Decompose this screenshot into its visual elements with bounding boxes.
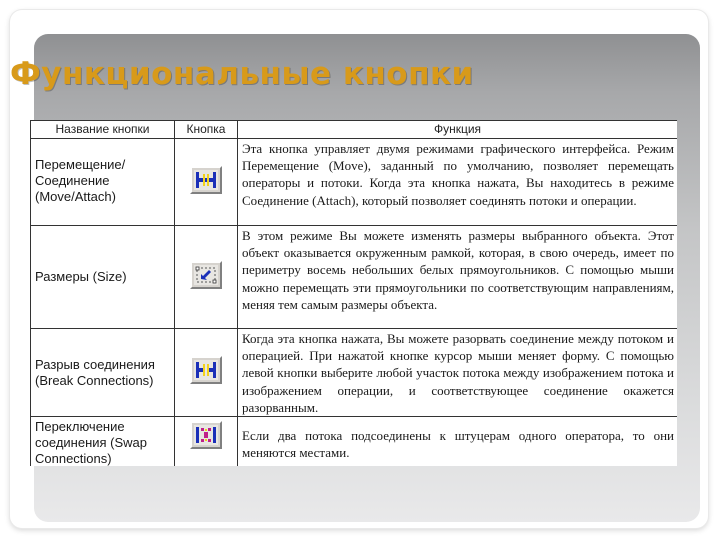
button-icon-cell (175, 226, 238, 329)
column-header-name: Название кнопки (31, 121, 175, 139)
button-function-text: Когда эта кнопка нажата, Вы можете разорвать соединение между потоком и операцией. При нажатой кнопке курсор мыши меняет форму. С помощью левой кнопки выберите любой участок потока между изображением потока и изображением операции, и соответствующее соединение окажется разорванным. (238, 329, 678, 417)
swap-connections-icon (190, 421, 222, 449)
table-row (31, 139, 678, 226)
column-header-function: Функция (238, 121, 678, 139)
table-row (31, 226, 678, 329)
slide-title: Функциональные кнопки (10, 56, 474, 92)
button-name: Переключение соединения (Swap Connections) (31, 417, 175, 466)
button-function-text: В этом режиме Вы можете изменять размеры выбранного объекта. Этот объект оказывается окруженным рамкой, которая, в свою очередь, имеет по периметру восемь небольших белых прямоугольников. С помощью мыши можно перемещать эти прямоугольники по соответствующим направлениям, меняя тем самым размеры объекта. (238, 226, 678, 329)
button-name: Разрыв соединения (Break Connections) (31, 329, 175, 417)
function-buttons-table (30, 120, 677, 466)
button-name: Перемещение/ Соединение (Move/Attach) (31, 139, 175, 226)
break-connections-icon (190, 356, 222, 384)
button-icon-cell (175, 329, 238, 417)
button-icon-cell (175, 139, 238, 226)
column-header-button: Кнопка (175, 121, 238, 139)
table-row (31, 329, 678, 417)
button-name: Размеры (Size) (31, 226, 175, 329)
button-function-text: Если два потока подсоединены к штуцерам одного оператора, то они меняются местами. (238, 417, 678, 466)
button-function-text: Эта кнопка управляет двумя режимами графического интерфейса. Режим Перемещение (Move), заданный по умолчанию, позволяет перемещать операторы и потоки. Когда эта кнопка нажата, Вы находитесь в режиме Соединение (Attach), который позволяет соединять потоки и операции. (238, 139, 678, 226)
size-icon (190, 261, 222, 289)
table-row (31, 417, 678, 466)
move-attach-icon (190, 166, 222, 194)
button-icon-cell (175, 417, 238, 466)
table-header-row (31, 121, 678, 139)
function-buttons-table-container (30, 120, 677, 466)
